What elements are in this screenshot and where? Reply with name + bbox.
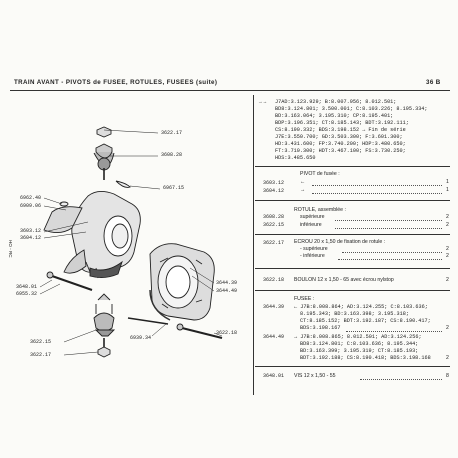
row-qty: 2 xyxy=(446,325,449,331)
callout-3648-01: 3648.01 xyxy=(16,284,38,290)
row-pivot-heading: PIVOT de fusée : xyxy=(300,171,340,177)
side-mark: HO - RC xyxy=(8,240,13,258)
row-desc: → xyxy=(300,187,306,193)
top-nut xyxy=(97,127,111,137)
row-desc: supérieure xyxy=(300,214,325,220)
callout-6939-34: 6939.34 xyxy=(130,335,152,341)
callout-3622-17-bottom: 3622.17 xyxy=(30,352,52,358)
row-desc: BDS:3.198.167 xyxy=(300,325,341,331)
row-separator xyxy=(255,200,450,201)
leader-dots xyxy=(312,185,442,186)
page-number: 36 B xyxy=(426,79,441,86)
applicability-line: HD:3.431.600; FP:3.740.200; HDP:3.480.650; xyxy=(275,141,406,147)
row-desc: - inférieure xyxy=(300,253,325,259)
callout-3644-49: 3644.49 xyxy=(216,288,238,294)
row-qty: 8 xyxy=(446,373,449,379)
callout-3608-28: 3608.28 xyxy=(161,152,183,158)
row-separator xyxy=(255,290,450,291)
row-separator xyxy=(255,268,450,269)
row-ref: 3603.12 xyxy=(263,180,285,186)
callout-3622-17-top: 3622.17 xyxy=(161,130,183,136)
callout-6967-15: 6967.15 xyxy=(163,185,185,191)
applicability-line: FT:3.710.300; HDT:3.467.100; FS:3.730.250; xyxy=(275,148,406,154)
callout-6909-06: 6909.06 xyxy=(20,203,42,209)
row-qty: 2 xyxy=(446,246,449,252)
leader-dots xyxy=(338,259,442,260)
row-ref: 3622.17 xyxy=(263,240,285,246)
row-desc: CT:8.185.152; BDT:3.192.187; CS:8.190.417; xyxy=(300,318,431,324)
leader-dots xyxy=(312,193,442,194)
row-ref: 3604.12 xyxy=(263,188,285,194)
applicability-line: J7E:3.550.700; GD:3.503.300; F:3.601.300; xyxy=(275,134,403,140)
row-ref: 3648.01 xyxy=(263,373,285,379)
callout-6955-32: 6955.32 xyxy=(16,291,38,297)
row-desc: - supérieure xyxy=(300,246,328,252)
callout-3622-18: 3622.18 xyxy=(216,330,238,336)
row-desc: ECROU 20 x 1,50 de fixation de rotule : xyxy=(294,239,386,245)
leader-dots xyxy=(335,228,442,229)
row-desc: ← xyxy=(300,179,306,185)
row-desc: inférieure xyxy=(300,222,322,228)
row-separator xyxy=(255,366,450,367)
applicability-line: HDS:3.485.650 xyxy=(275,155,316,161)
row-rotule-heading: ROTULE, assemblée : xyxy=(294,207,346,213)
row-qty: 2 xyxy=(446,214,449,220)
leader-dots xyxy=(335,220,442,221)
row-desc: ← J7B:8.008.864; AD:3.124.255; C:8.103.636; xyxy=(294,304,428,310)
callout-3644-39: 3644.39 xyxy=(216,280,238,286)
row-desc: BDT:3.192.188; CS:8.190.418; BDS:3.198.168 xyxy=(300,355,431,361)
page-title: TRAIN AVANT - PIVOTS de FUSEE, ROTULES, FUSEES (suite) xyxy=(14,79,218,86)
applicability-arrow: →→ xyxy=(258,99,268,104)
applicability-line: BD:3.163.064; 3.195.310; CP:8.195.401; xyxy=(275,113,394,119)
applicability-line: BD8:3.124.801; 3.500.001; C:8.103.226; 8.195.334; xyxy=(275,106,428,112)
row-qty: 2 xyxy=(446,277,449,283)
row-ref: 3622.18 xyxy=(263,277,285,283)
applicability-line: BDP:3.196.351; CT:8.185.143; BDT:3.192.111; xyxy=(275,120,409,126)
row-ref: 3644.49 xyxy=(263,334,285,340)
row-ref: 3644.39 xyxy=(263,304,285,310)
callout-3603-12: 3603.12 xyxy=(20,228,42,234)
row-desc: BD:3.163.399; 3.195.319; CT:8.185.193; xyxy=(300,348,419,354)
pivot-bolt xyxy=(52,276,92,290)
row-desc: BOULON 12 x 1,50 - 65 avec écrou nylstop xyxy=(294,277,394,283)
lower-ball-joint xyxy=(94,313,114,331)
row-desc: → J7B:8.008.865; 8.012.501; AD:3.124.256; xyxy=(294,334,422,340)
row-separator xyxy=(255,166,450,167)
row-desc: BD8:3.124.801; C:8.103.636; 8.195.344; xyxy=(300,341,419,347)
leader-dots xyxy=(346,331,442,332)
row-qty: 2 xyxy=(446,355,449,361)
row-qty: 2 xyxy=(446,222,449,228)
leader-dots xyxy=(360,379,442,380)
applicability-line: J7AD:3.123.929; B:8.007.956; 8.012.501; xyxy=(275,99,397,105)
row-ref: 3622.15 xyxy=(263,222,285,228)
row-qty: 1 xyxy=(446,187,449,193)
callout-3604-12: 3604.12 xyxy=(20,235,42,241)
split-pin xyxy=(116,181,130,187)
callout-6962-40: 6962.40 xyxy=(20,195,42,201)
row-desc: 8.195.343; BD:3.163.398; 3.195.318; xyxy=(300,311,409,317)
row-desc: VIS 12 x 1,50 - 55 xyxy=(294,373,336,379)
row-ref: 3608.28 xyxy=(263,214,285,220)
row-qty: 2 xyxy=(446,253,449,259)
row-separator xyxy=(255,234,450,235)
callout-3622-15: 3622.15 xyxy=(30,339,52,345)
row-qty: 1 xyxy=(446,179,449,185)
applicability-line: CS:8.190.332; BDS:3.198.152 → Fin de série xyxy=(275,127,406,133)
row-fusee-heading: FUSEE : xyxy=(294,296,315,302)
leader-dots xyxy=(342,252,442,253)
